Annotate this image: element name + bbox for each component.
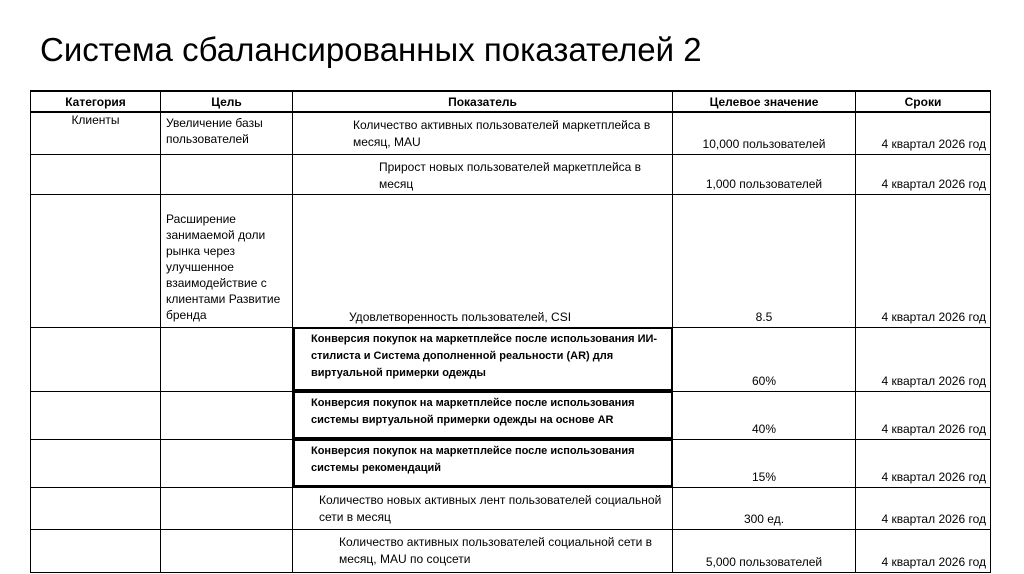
category-cell — [31, 487, 161, 529]
target-cell — [673, 194, 856, 327]
indicator-cell — [293, 391, 673, 439]
indicator-text: Количество активных пользователей маркетплейса в месяц, MAU — [353, 118, 651, 149]
category-cell — [31, 154, 161, 194]
deadline-value: 4 квартал 2026 год — [881, 421, 986, 436]
target-value: 5,000 пользователей — [705, 554, 823, 569]
table-row — [31, 112, 991, 154]
table-row — [31, 154, 991, 194]
category-cell — [31, 112, 161, 154]
indicator-cell — [293, 439, 673, 487]
deadline-cell — [856, 529, 991, 572]
goal-cell — [161, 439, 293, 487]
table-row — [31, 194, 991, 327]
target-value: 10,000 пользователей — [702, 136, 826, 151]
table-row — [31, 327, 991, 391]
table-row — [31, 439, 991, 487]
target-cell — [673, 112, 856, 154]
target-cell — [673, 439, 856, 487]
goal-cell — [161, 194, 293, 327]
slide-title: Система сбалансированных показателей 2 — [40, 31, 702, 68]
target-value: 15% — [751, 469, 777, 484]
target-value: 300 ед. — [743, 511, 785, 526]
goal-cell — [161, 529, 293, 572]
category-text: Клиенты — [71, 113, 120, 127]
goal-text: Расширение занимаемой доли рынка через улучшенное взаимодействие с клиентами Развитие бренда — [166, 211, 281, 322]
indicator-text: Конверсия покупок на маркетплейсе после использования системы виртуальной примерки одежды на основе AR — [311, 396, 635, 426]
deadline-cell — [856, 439, 991, 487]
target-value: 1,000 пользователей — [705, 176, 823, 191]
category-cell — [31, 439, 161, 487]
indicator-cell — [293, 154, 673, 194]
table-row — [31, 391, 991, 439]
deadline-value: 4 квартал 2026 год — [881, 469, 986, 484]
target-value: 60% — [751, 373, 777, 388]
header-category: Категория — [31, 91, 161, 112]
target-value: 40% — [751, 421, 777, 436]
target-cell — [673, 391, 856, 439]
deadline-cell — [856, 327, 991, 391]
target-value: 8.5 — [755, 309, 773, 324]
balanced-scorecard-table — [30, 90, 991, 573]
category-cell — [31, 194, 161, 327]
target-cell — [673, 487, 856, 529]
indicator-text: Конверсия покупок на маркетплейсе после использования системы рекомендаций — [311, 444, 635, 474]
header-goal: Цель — [161, 91, 293, 112]
category-cell — [31, 391, 161, 439]
deadline-value: 4 квартал 2026 год — [881, 176, 986, 191]
deadline-value: 4 квартал 2026 год — [881, 511, 986, 526]
indicator-text: Прирост новых пользователей маркетплейса в месяц — [379, 159, 642, 191]
deadline-cell — [856, 487, 991, 529]
indicator-text: Конверсия покупок на маркетплейсе после использования ИИ-стилиста и Система дополненной реальности (AR) для виртуальной примерки одежды — [311, 332, 658, 379]
target-cell — [673, 327, 856, 391]
goal-cell — [161, 391, 293, 439]
indicator-text: Удовлетворенность пользователей, CSI — [349, 309, 572, 324]
header-target-value: Целевое значение — [673, 91, 856, 112]
deadline-value: 4 квартал 2026 год — [881, 136, 986, 151]
indicator-cell — [293, 327, 673, 391]
header-deadline: Сроки — [856, 91, 991, 112]
table-header-row — [31, 91, 991, 112]
header-indicator: Показатель — [293, 91, 673, 112]
goal-cell — [161, 487, 293, 529]
goal-text: Увеличение базы пользователей — [166, 116, 263, 146]
indicator-cell — [293, 487, 673, 529]
target-cell — [673, 154, 856, 194]
indicator-cell — [293, 529, 673, 572]
goal-cell — [161, 327, 293, 391]
indicator-cell — [293, 194, 673, 327]
deadline-cell — [856, 391, 991, 439]
indicator-text: Количество активных пользователей социальной сети в месяц, MAU по соцсети — [339, 534, 653, 566]
deadline-value: 4 квартал 2026 год — [881, 309, 986, 324]
deadline-cell — [856, 154, 991, 194]
category-cell — [31, 529, 161, 572]
deadline-value: 4 квартал 2026 год — [881, 554, 986, 569]
goal-cell — [161, 112, 293, 154]
indicator-text: Количество новых активных лент пользователей социальной сети в месяц — [319, 492, 662, 524]
category-cell — [31, 327, 161, 391]
table-row — [31, 529, 991, 572]
target-cell — [673, 529, 856, 572]
deadline-value: 4 квартал 2026 год — [881, 373, 986, 388]
table-row — [31, 487, 991, 529]
deadline-cell — [856, 194, 991, 327]
goal-cell — [161, 154, 293, 194]
indicator-cell — [293, 112, 673, 154]
deadline-cell — [856, 112, 991, 154]
